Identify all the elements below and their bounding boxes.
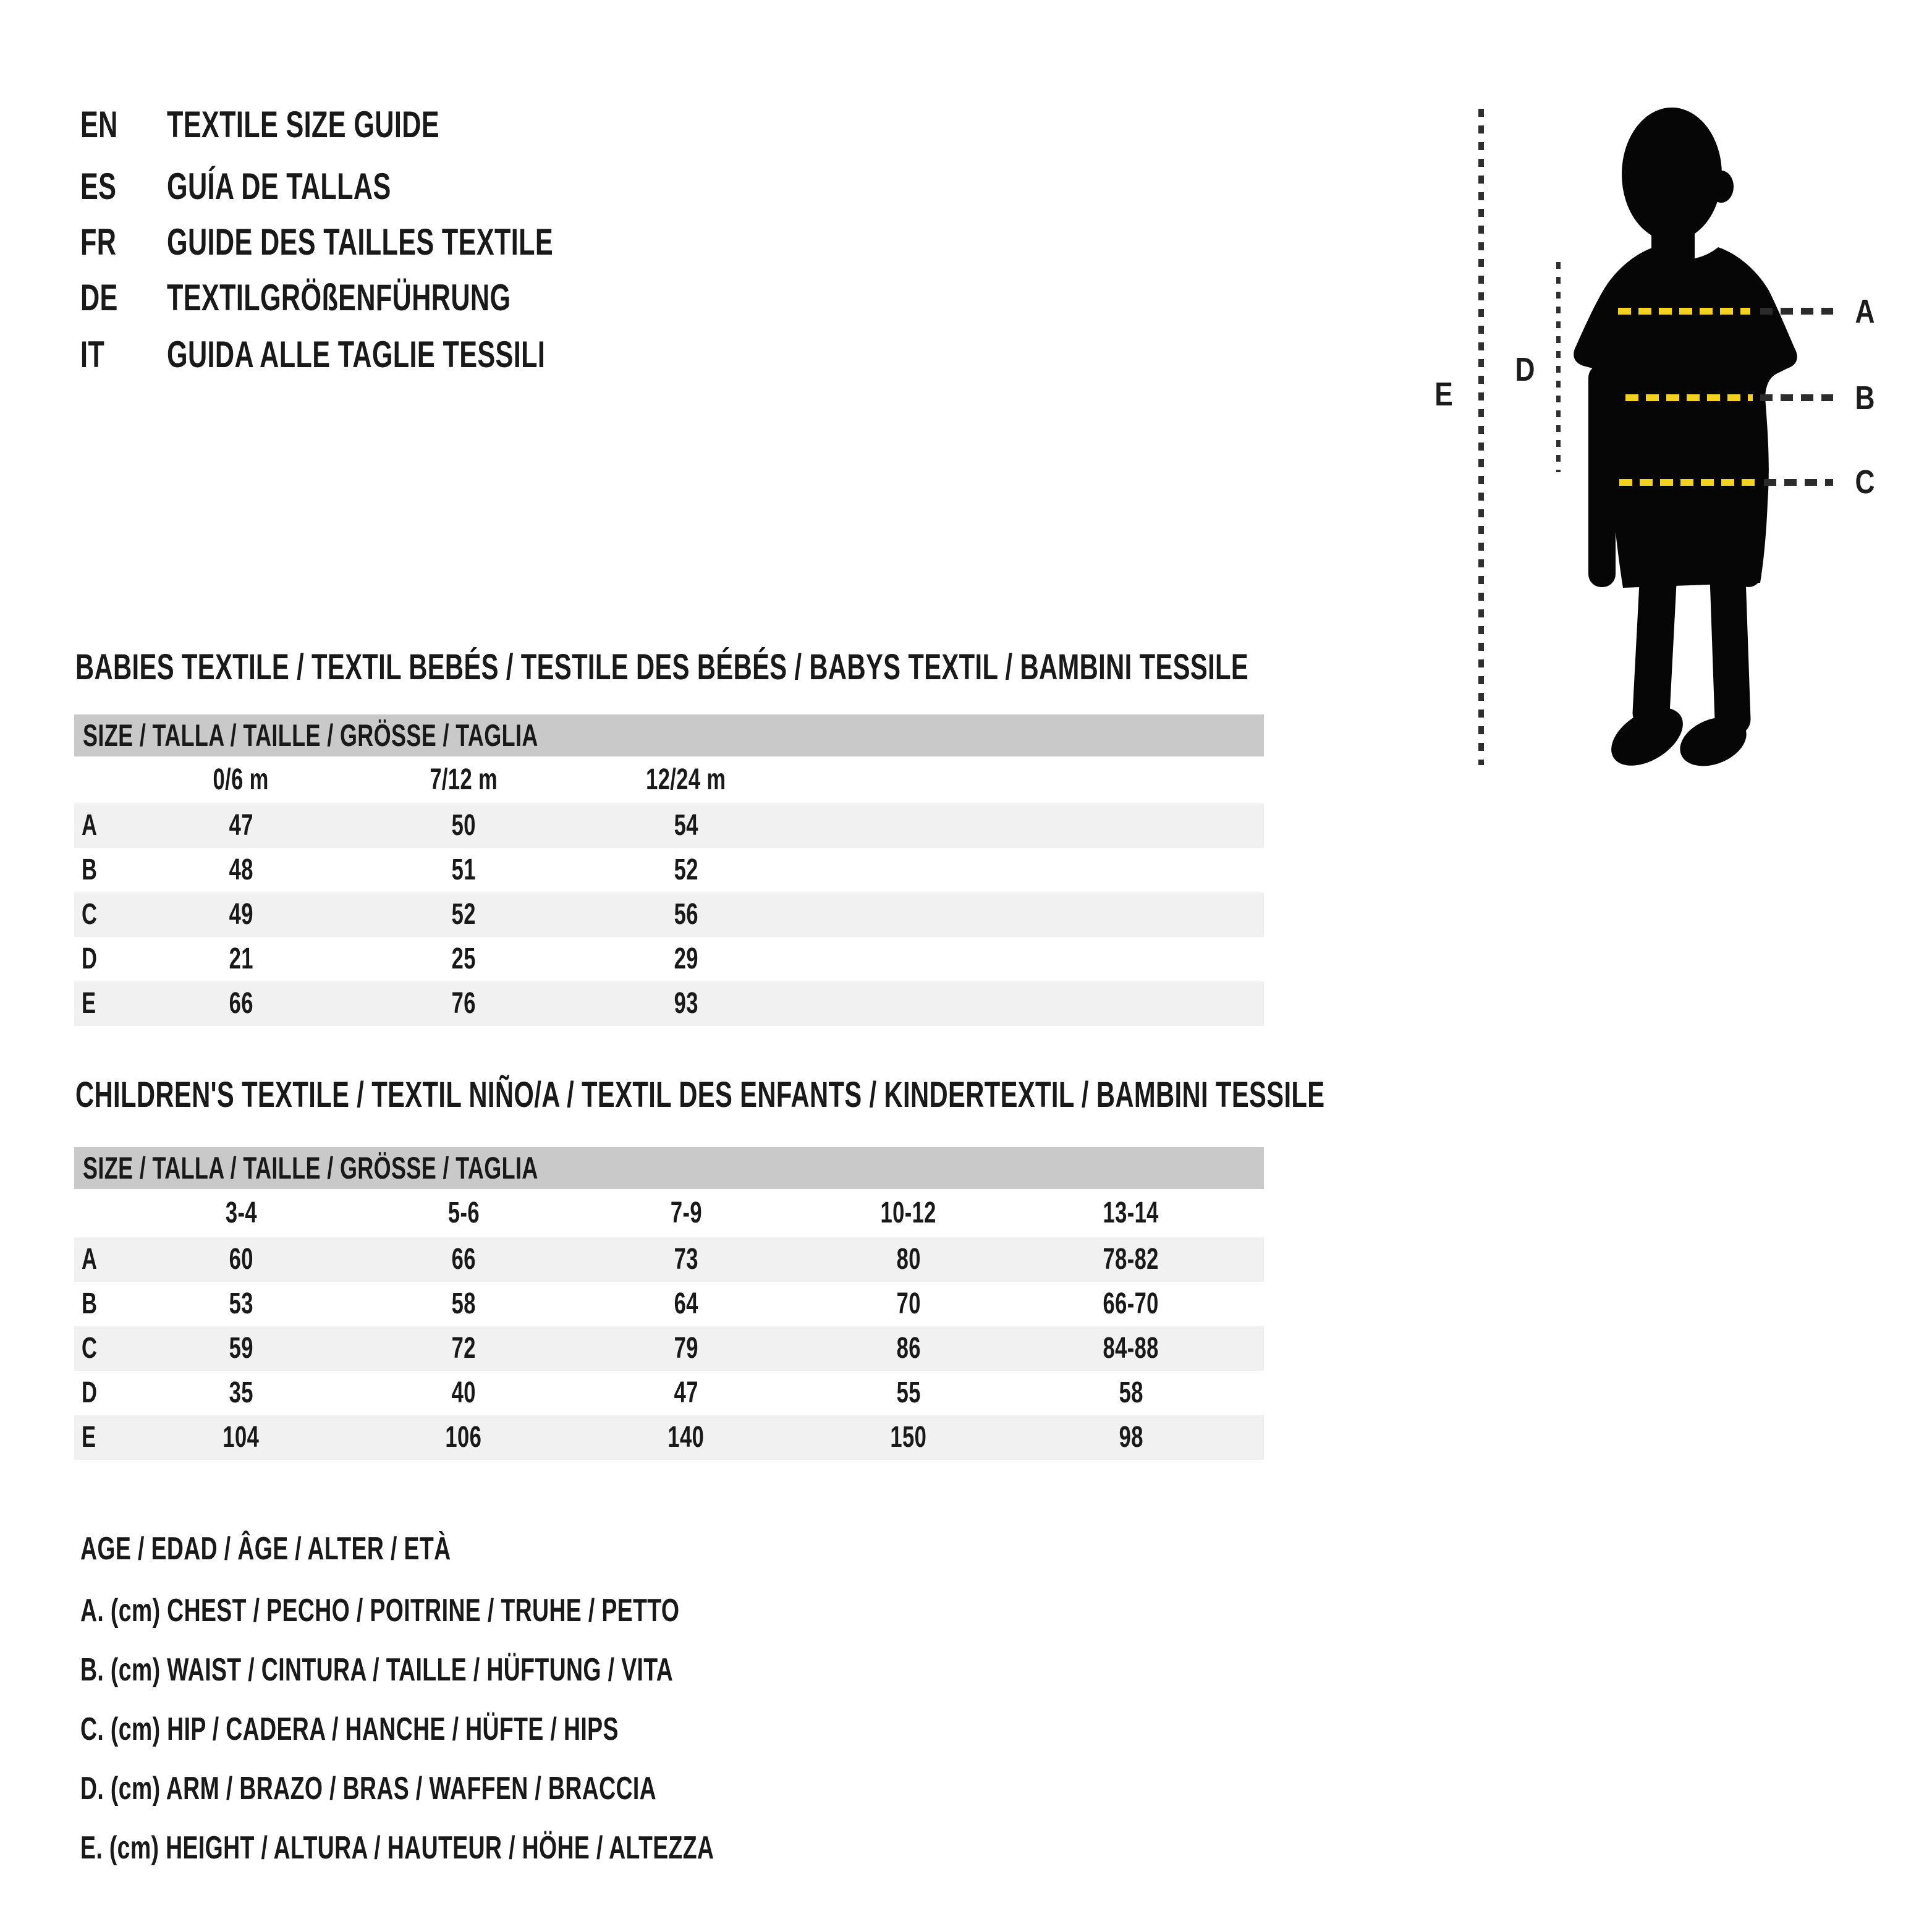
cell-value: 78-82 (1103, 1243, 1159, 1276)
diagram-label-d: D (1515, 351, 1536, 388)
chest-measure-leader-a (1760, 308, 1833, 315)
column-header: 5-6 (447, 1197, 480, 1229)
cell-value: 59 (229, 1332, 253, 1365)
row-label: C (82, 898, 98, 931)
table-row (74, 1282, 1264, 1326)
cell-value: 66 (229, 987, 253, 1020)
legend-line: D. (cm) ARM / BRAZO / BRAS / WAFFEN / BRACCIA (80, 1771, 657, 1807)
row-label: B (82, 854, 98, 886)
cell-value: 93 (674, 987, 698, 1020)
table-row (74, 937, 1264, 981)
row-label: D (82, 1376, 98, 1409)
hip-measure-leader-c (1764, 479, 1833, 486)
cell-value: 21 (229, 943, 253, 975)
size-header-bar: SIZE / TALLA / TAILLE / GRÖSSE / TAGLIA (74, 1147, 1264, 1189)
legend-line: C. (cm) HIP / CADERA / HANCHE / HÜFTE / HIPS (80, 1711, 619, 1747)
column-header: 3-4 (225, 1197, 257, 1229)
cell-value: 84-88 (1103, 1332, 1159, 1365)
cell-value: 150 (890, 1421, 927, 1454)
row-label: E (82, 987, 96, 1020)
table-row (74, 1415, 1264, 1460)
size-header-bar: SIZE / TALLA / TAILLE / GRÖSSE / TAGLIA (74, 714, 1264, 756)
cell-value: 47 (674, 1376, 698, 1409)
cell-value: 60 (229, 1243, 253, 1276)
cell-value: 50 (451, 809, 476, 842)
cell-value: 70 (896, 1287, 921, 1320)
cell-value: 48 (229, 854, 253, 886)
legend-line: B. (cm) WAIST / CINTURA / TAILLE / HÜFTUNG / VITA (80, 1652, 674, 1688)
row-label: B (82, 1287, 98, 1320)
language-label: GUIDA ALLE TAGLIE TESSILI (167, 334, 546, 375)
children-section-title: CHILDREN'S TEXTILE / TEXTIL NIÑO/A / TEXTIL DES ENFANTS / KINDERTEXTIL / BAMBINI TESSILE (75, 1075, 1325, 1115)
corner-cell (74, 1189, 130, 1237)
column-header-row (74, 756, 1264, 803)
cell-value: 104 (222, 1421, 260, 1454)
legend-line: E. (cm) HEIGHT / ALTURA / HAUTEUR / HÖHE / ALTEZZA (80, 1830, 714, 1866)
row-label: C (82, 1332, 98, 1365)
language-label: TEXTILE SIZE GUIDE (167, 104, 439, 145)
cell-value: 55 (896, 1376, 921, 1409)
cell-value: 66-70 (1103, 1287, 1159, 1320)
cell-value: 106 (445, 1421, 482, 1454)
language-label: GUIDE DES TAILLES TEXTILE (167, 221, 554, 263)
diagram-label-a: A (1855, 293, 1876, 330)
cell-value: 53 (229, 1287, 253, 1320)
cell-value: 98 (1119, 1421, 1143, 1454)
cell-value: 25 (451, 943, 476, 975)
language-code: ES (80, 166, 117, 207)
arm-measure-line-d (1556, 262, 1561, 472)
cell-value: 56 (674, 898, 698, 931)
row-label: A (82, 809, 98, 842)
cell-value: 52 (674, 854, 698, 886)
column-header: 10-12 (880, 1197, 937, 1229)
babies-section-title: BABIES TEXTILE / TEXTIL BEBÉS / TESTILE DES BÉBÉS / BABYS TEXTIL / BAMBINI TESSILE (75, 647, 1249, 687)
hip-measure-line-c (1619, 479, 1760, 486)
language-code: DE (80, 277, 118, 318)
diagram-label-c: C (1855, 464, 1876, 501)
cell-value: 76 (451, 987, 476, 1020)
row-label: A (82, 1243, 98, 1276)
cell-value: 79 (674, 1332, 698, 1365)
column-header: 7/12 m (430, 763, 498, 796)
legend-line: AGE / EDAD / ÂGE / ALTER / ETÀ (80, 1531, 451, 1567)
column-header: 13-14 (1103, 1197, 1159, 1229)
cell-value: 49 (229, 898, 253, 931)
children-size-table (74, 1147, 1264, 1460)
table-row (74, 892, 1264, 937)
row-label: D (82, 943, 98, 975)
cell-value: 58 (1119, 1376, 1143, 1409)
cell-value: 40 (451, 1376, 476, 1409)
cell-value: 86 (896, 1332, 921, 1365)
table-row (74, 848, 1264, 892)
language-label: GUÍA DE TALLAS (167, 166, 391, 207)
table-row (74, 1371, 1264, 1415)
corner-cell (74, 756, 130, 803)
cell-value: 52 (451, 898, 476, 931)
table-row (74, 803, 1264, 848)
cell-value: 51 (451, 854, 476, 886)
waist-measure-leader-b (1760, 394, 1833, 401)
diagram-label-b: B (1855, 379, 1876, 417)
legend-line: A. (cm) CHEST / PECHO / POITRINE / TRUHE / PETTO (80, 1593, 680, 1629)
column-header: 7-9 (670, 1197, 702, 1229)
column-header: 0/6 m (213, 763, 269, 796)
column-header-row (74, 1189, 1264, 1237)
cell-value: 54 (674, 809, 698, 842)
cell-value: 66 (451, 1243, 476, 1276)
chest-measure-line-a (1618, 308, 1750, 315)
cell-value: 64 (674, 1287, 698, 1320)
diagram-label-e: E (1434, 376, 1453, 413)
cell-value: 29 (674, 943, 698, 975)
cell-value: 58 (451, 1287, 476, 1320)
cell-value: 72 (451, 1332, 476, 1365)
table-row (74, 1326, 1264, 1371)
language-code: IT (80, 334, 105, 375)
cell-value: 80 (896, 1243, 921, 1276)
language-code: EN (80, 104, 118, 145)
babies-size-table (74, 714, 1264, 1026)
table-row (74, 1237, 1264, 1282)
table-row (74, 981, 1264, 1026)
language-label: TEXTILGRÖßENFÜHRUNG (167, 277, 511, 318)
language-code: FR (80, 221, 117, 263)
cell-value: 140 (667, 1421, 705, 1454)
column-header: 12/24 m (646, 763, 726, 796)
cell-value: 73 (674, 1243, 698, 1276)
waist-measure-line-b (1625, 394, 1753, 401)
cell-value: 47 (229, 809, 253, 842)
row-label: E (82, 1421, 96, 1454)
cell-value: 35 (229, 1376, 253, 1409)
